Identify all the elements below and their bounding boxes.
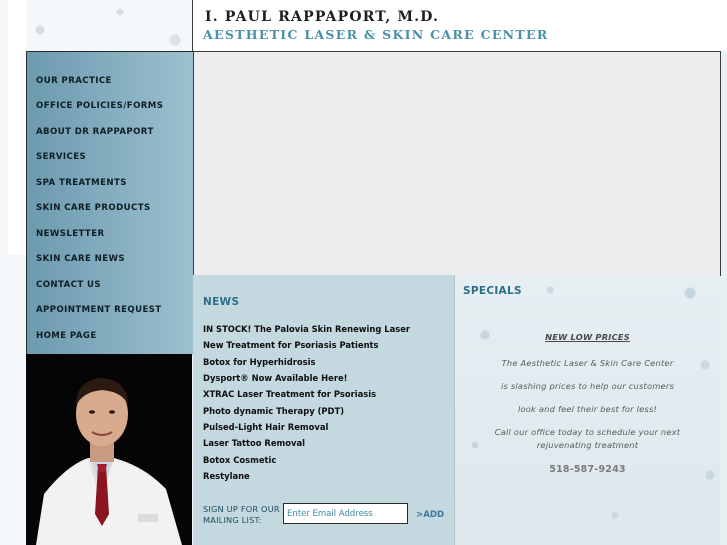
header-divider (192, 0, 193, 51)
specials-line: is slashing prices to help our customers (501, 381, 674, 391)
doctor-photo (26, 354, 192, 545)
specials-panel (454, 275, 720, 545)
nav-item-skin-care-products[interactable]: SKIN CARE PRODUCTS (36, 203, 151, 213)
nav-item-services[interactable]: SERVICES (36, 152, 87, 162)
news-item[interactable]: Photo dynamic Therapy (PDT) (203, 406, 345, 416)
nav-item-contact-us[interactable]: CONTACT US (36, 280, 101, 290)
header (192, 0, 727, 51)
specials-heading: SPECIALS (463, 285, 522, 297)
specials-phone: 518-587-9243 (549, 464, 626, 475)
nav-item-office-policies[interactable]: OFFICE POLICIES/FORMS (36, 101, 164, 111)
news-item[interactable]: Pulsed-Light Hair Removal (203, 422, 329, 432)
site-title: I. PAUL RAPPAPORT, M.D. (205, 9, 440, 25)
specials-line: look and feel their best for less! (518, 404, 657, 414)
news-item[interactable]: IN STOCK! The Palovia Skin Renewing Laser (203, 324, 411, 334)
nav-item-home-page[interactable]: HOME PAGE (36, 331, 97, 341)
nav-item-spa-treatments[interactable]: SPA TREATMENTS (36, 178, 127, 188)
left-white-strip (8, 0, 26, 255)
specials-line: rejuvenating treatment (536, 440, 639, 450)
specials-line: Call our office today to schedule your next (494, 427, 681, 437)
mailing-list-label: SIGN UP FOR OUR MAILING LIST: (203, 504, 280, 525)
news-panel (193, 275, 454, 545)
email-input[interactable] (283, 503, 408, 524)
news-item[interactable]: Botox Cosmetic (203, 455, 277, 465)
nav-item-skin-care-news[interactable]: SKIN CARE NEWS (36, 254, 125, 264)
news-item[interactable]: XTRAC Laser Treatment for Psoriasis (203, 389, 377, 399)
news-item[interactable]: Restylane (203, 471, 250, 481)
news-item[interactable]: New Treatment for Psoriasis Patients (203, 340, 379, 350)
nav-item-our-practice[interactable]: OUR PRACTICE (36, 76, 112, 86)
specials-headline: NEW LOW PRICES (545, 332, 630, 342)
news-heading: NEWS (203, 296, 240, 308)
hero-image-placeholder (193, 51, 721, 276)
add-email-button[interactable]: >ADD (416, 510, 445, 520)
nav-item-newsletter[interactable]: NEWSLETTER (36, 229, 105, 239)
news-item[interactable]: Dysport® Now Available Here! (203, 373, 348, 383)
nav-item-appointment-request[interactable]: APPOINTMENT REQUEST (36, 305, 162, 315)
doctor-portrait (26, 354, 192, 545)
main-navigation (26, 51, 193, 355)
news-item[interactable]: Botox for Hyperhidrosis (203, 357, 316, 367)
specials-line: The Aesthetic Laser & Skin Care Center (501, 358, 674, 368)
news-item[interactable]: Laser Tattoo Removal (203, 438, 306, 448)
site-subtitle: AESTHETIC LASER & SKIN CARE CENTER (203, 27, 549, 42)
nav-item-about[interactable]: ABOUT DR RAPPAPORT (36, 127, 154, 137)
